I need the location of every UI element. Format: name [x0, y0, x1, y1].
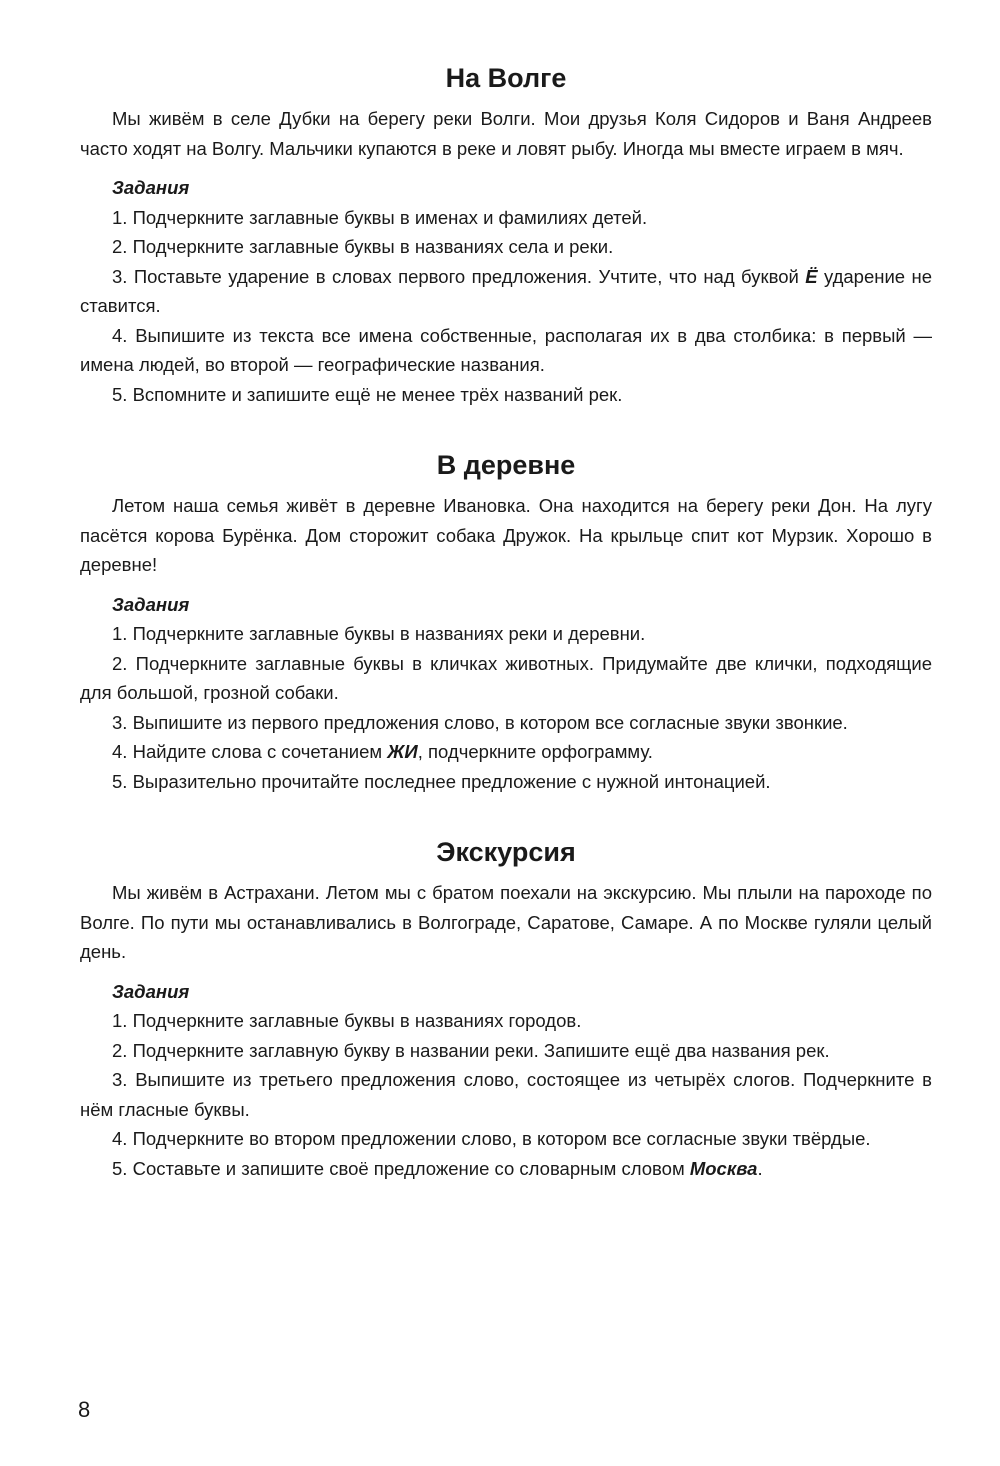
section-v-derevne [80, 445, 932, 796]
task-number: 4. [112, 1128, 128, 1149]
task-text-after: , подчеркните орфограмму. [417, 741, 653, 762]
task-item [80, 1124, 932, 1154]
task-item [80, 619, 932, 649]
task-number: 2. [112, 652, 128, 674]
task-text: Подчеркните заглавную букву в названии реки. Запишите ещё два названия рек. [132, 1039, 830, 1061]
page-content [80, 58, 932, 1219]
task-item [80, 1154, 932, 1184]
task-item [80, 262, 932, 321]
section-text: Мы живём в селе Дубки на берегу реки Волги. Мои друзья Коля Сидоров и Ваня Андреев часто ходят на Волгу. Мальчики купаются в реке и ловят рыбу. Иногда мы вместе играем в мяч. [80, 108, 932, 159]
task-text: Выразительно прочитайте последнее предложение с нужной интонацией. [132, 770, 771, 792]
task-number: 2. [112, 1039, 128, 1061]
task-text: Подчеркните заглавные буквы в названиях городов. [132, 1010, 582, 1031]
task-number: 4. [112, 741, 128, 762]
section-na-volge [80, 58, 932, 409]
task-item [80, 321, 932, 380]
task-number: 1. [112, 623, 128, 644]
section-ekskursiya [80, 832, 932, 1183]
task-number: 4. [112, 324, 128, 346]
section-title: В деревне [436, 450, 576, 480]
task-text: Выпишите из третьего предложения слово, состоящее из четырёх слогов. Подчеркните в нём гласные буквы. [80, 1069, 932, 1120]
task-item [80, 767, 932, 797]
task-number: 5. [112, 770, 128, 792]
tasks-label: Задания [112, 593, 190, 615]
task-text-after: . [757, 1157, 763, 1179]
task-item [80, 649, 932, 708]
task-text: Подчеркните заглавные буквы в кличках животных. Придумайте две клички, подходящие для большой, грозной собаки. [80, 652, 933, 703]
task-number: 3. [112, 1069, 128, 1090]
task-number: 3. [112, 711, 128, 733]
task-item [80, 1006, 932, 1036]
task-highlight: Ё [805, 265, 818, 287]
task-number: 2. [112, 236, 128, 257]
task-text: Подчеркните заглавные буквы в названиях села и реки. [132, 236, 614, 257]
task-highlight: Москва [689, 1157, 758, 1179]
task-text-after: ударение не ставится. [80, 265, 933, 316]
task-item [80, 1036, 932, 1066]
task-highlight: ЖИ [387, 741, 418, 762]
task-text: Найдите слова с сочетанием [132, 741, 388, 762]
section-title: На Волге [445, 63, 567, 93]
task-number: 1. [112, 206, 128, 228]
task-item [80, 380, 932, 410]
tasks-label: Задания [112, 177, 190, 198]
tasks-label: Задания [112, 980, 190, 1002]
task-number: 3. [112, 265, 128, 287]
task-item [80, 708, 932, 738]
page-number: 8 [78, 1397, 91, 1422]
task-item [80, 1065, 932, 1124]
task-text: Выпишите из первого предложения слово, в котором все согласные звуки звонкие. [132, 711, 848, 733]
task-text: Подчеркните во втором предложении слово, в котором все согласные звуки твёрдые. [132, 1128, 871, 1149]
task-number: 5. [112, 1157, 128, 1179]
task-text: Подчеркните заглавные буквы в именах и фамилиях детей. [132, 206, 648, 228]
task-item [80, 737, 932, 767]
task-text: Выпишите из текста все имена собственные, располагая их в два столбика: в первый — имена людей, во второй — географические названия. [80, 324, 932, 375]
section-text: Летом наша семья живёт в деревне Ивановка. Она находится на берегу реки Дон. На лугу пасётся корова Бурёнка. Дом сторожит собака Дружок. На крыльце спит кот Мурзик. Хорошо в деревне! [80, 495, 932, 575]
section-title: Экскурсия [436, 837, 576, 867]
task-item [80, 203, 932, 233]
task-item [80, 232, 932, 262]
section-text: Мы живём в Астрахани. Летом мы с братом поехали на экскурсию. Мы плыли на пароходе по Волге. По пути мы останавливались в Волгограде, Саратове, Самаре. А по Москве гуляли целый день. [80, 882, 932, 962]
task-text: Вспомните и запишите ещё не менее трёх названий рек. [132, 383, 623, 405]
task-text: Поставьте ударение в словах первого предложения. Учтите, что над буквой [133, 265, 806, 287]
task-number: 5. [112, 383, 128, 405]
task-number: 1. [112, 1010, 128, 1031]
task-text: Составьте и запишите своё предложение со словарным словом [132, 1157, 690, 1179]
task-text: Подчеркните заглавные буквы в названиях реки и деревни. [132, 623, 646, 644]
